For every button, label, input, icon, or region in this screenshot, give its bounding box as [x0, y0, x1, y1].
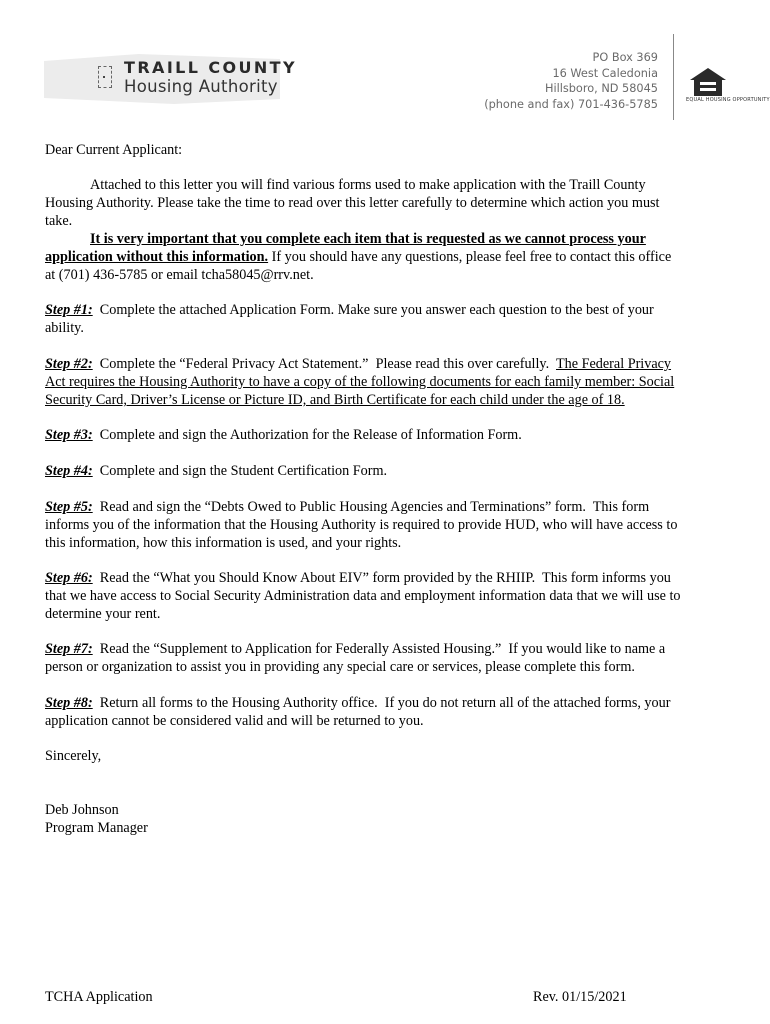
important-notice-bold: application without this information. — [45, 249, 269, 265]
step-text: that we have access to Social Security Administration data and employment information data that we will use to — [45, 588, 681, 604]
step-underlined-text: Security Card, Driver’s License or Picture ID, and Birth Certificate for each child under the age of 18. — [45, 392, 625, 408]
step-7 — [45, 640, 725, 658]
footer-revision-date: Rev. 01/15/2021 — [533, 989, 627, 1005]
important-notice-rest: If you should have any questions, please feel free to contact this office — [268, 249, 672, 265]
step-text: informs you of the information that the Housing Authority is required to provide HUD, who will have access to — [45, 517, 678, 533]
step-text: Read the “Supplement to Application for Federally Assisted Housing.” If you would like to name a — [92, 641, 666, 657]
step-text: Complete the attached Application Form. Make sure you answer each question to the best of your — [92, 302, 654, 318]
step-label: Step #4: — [45, 463, 93, 479]
step-1 — [45, 301, 725, 319]
step-text: ability. — [45, 320, 84, 336]
address-block — [484, 50, 658, 112]
salutation: Dear Current Applicant: — [45, 142, 183, 158]
step-text: application cannot be considered valid and will be returned to you. — [45, 713, 424, 729]
step-underlined-text: Act requires the Housing Authority to have a copy of the following documents for each family member: Social — [45, 374, 675, 390]
important-notice-bold: It is very important that you complete each item that is requested as we cannot process your — [90, 231, 646, 247]
step-6 — [45, 569, 725, 587]
address-line: PO Box 369 — [592, 51, 658, 64]
address-line: 16 West Caledonia — [552, 66, 658, 80]
step-text: Read and sign the “Debts Owed to Public Housing Agencies and Terminations” form. This form — [92, 499, 650, 515]
step-text: person or organization to assist you in providing any special care or services, please complete this form. — [45, 659, 635, 675]
housing-authority-logo — [44, 52, 297, 106]
important-notice-line — [45, 248, 725, 266]
intro-line: Housing Authority. Please take the time to read over this letter carefully to determine which action you must — [45, 195, 660, 211]
address-line: (phone and fax) 701-436-5785 — [484, 97, 658, 111]
step-text: Complete the “Federal Privacy Act Statement.” Please read this over carefully. — [92, 356, 556, 372]
step-text: Complete and sign the Student Certification Form. — [92, 463, 388, 479]
step-label: Step #8: — [45, 695, 93, 711]
step-label: Step #7: — [45, 641, 93, 657]
equal-housing-caption: EQUAL HOUSING OPPORTUNITY — [686, 97, 770, 103]
intro-line: take. — [45, 213, 73, 229]
logo-title: TRAILL COUNTY — [124, 58, 297, 77]
step-3 — [45, 426, 725, 444]
signer-title: Program Manager — [45, 820, 148, 836]
step-label: Step #6: — [45, 570, 93, 586]
step-label: Step #5: — [45, 499, 93, 515]
logo-subtitle: Housing Authority — [124, 77, 278, 96]
step-text: Complete and sign the Authorization for the Release of Information Form. — [92, 427, 522, 443]
intro-line: Attached to this letter you will find various forms used to make application with the Traill County — [90, 177, 646, 193]
contact-line: at (701) 436-5785 or email tcha58045@rrv.net. — [45, 267, 314, 283]
step-4 — [45, 462, 725, 480]
footer-document-name: TCHA Application — [45, 989, 153, 1005]
step-underlined-text: The Federal Privacy — [556, 356, 672, 372]
step-text: determine your rent. — [45, 606, 161, 622]
step-2 — [45, 355, 725, 373]
step-8 — [45, 694, 725, 712]
step-text: this information, how this information is used, and your rights. — [45, 535, 402, 551]
step-5 — [45, 498, 725, 516]
map-marker-icon — [98, 66, 112, 88]
header-divider — [673, 34, 674, 120]
signer-name: Deb Johnson — [45, 802, 119, 818]
step-label: Step #3: — [45, 427, 93, 443]
step-label: Step #2: — [45, 356, 93, 372]
step-text: Return all forms to the Housing Authority office. If you do not return all of the attached forms, your — [92, 695, 671, 711]
step-text: Read the “What you Should Know About EIV” form provided by the RHIIP. This form informs you — [92, 570, 671, 586]
address-line: Hillsboro, ND 58045 — [544, 82, 658, 95]
closing: Sincerely, — [45, 748, 102, 764]
important-notice-line — [45, 230, 725, 248]
step-label: Step #1: — [45, 302, 93, 318]
